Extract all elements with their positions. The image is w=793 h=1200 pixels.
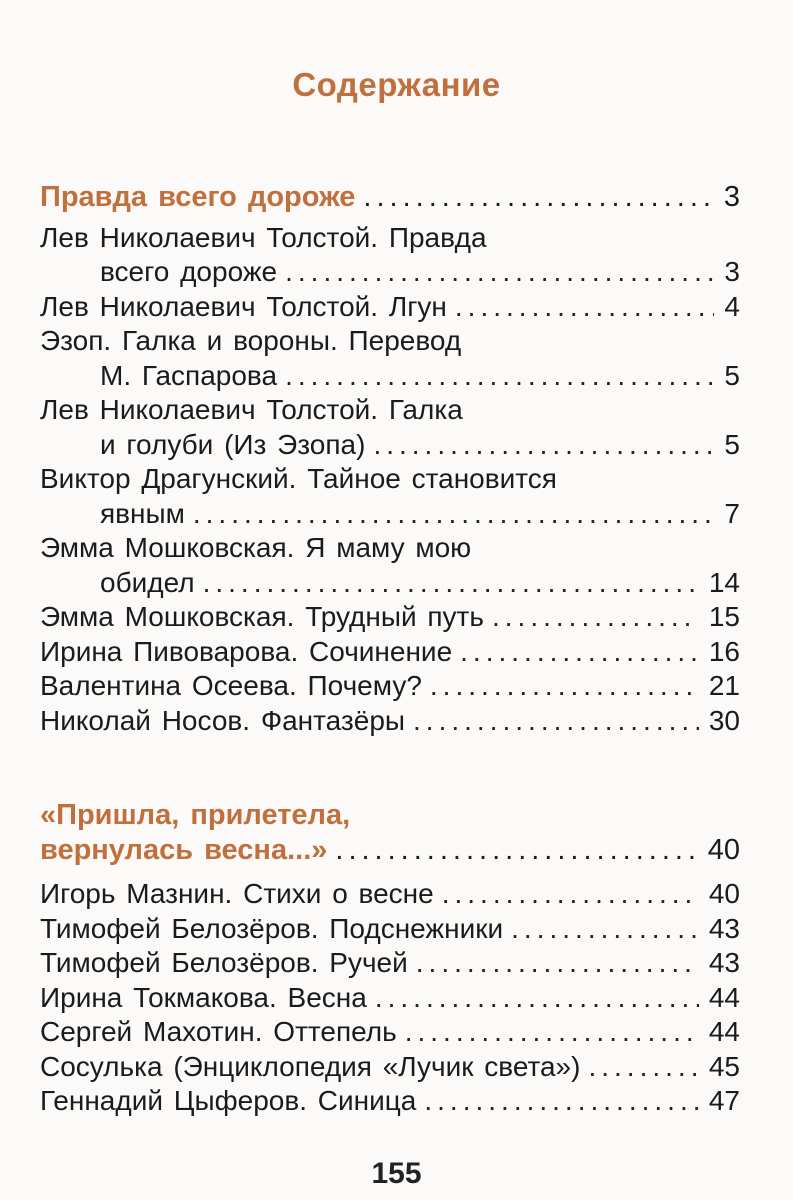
- toc-entry-page: 5: [724, 359, 740, 391]
- toc-entry-page: 45: [708, 1050, 740, 1082]
- toc-entry-label: Тимофей Белозёров. Ручей: [40, 947, 408, 978]
- dot-leader: [416, 946, 699, 981]
- dot-leader: [373, 428, 714, 463]
- section-heading-label-continued: вернулась весна...»: [40, 833, 328, 866]
- dot-leader: [455, 290, 715, 325]
- toc-entry-label-continued: всего дороже: [100, 256, 278, 287]
- dot-leader: [335, 833, 697, 868]
- toc-entry[interactable]: [40, 877, 740, 912]
- section-heading-label: Правда всего дороже: [40, 181, 356, 213]
- toc-entry-page: 7: [724, 497, 740, 529]
- toc-entry-page: 43: [708, 947, 740, 978]
- toc-entry-label-continued: и голуби (Из Эзопа): [100, 428, 366, 460]
- toc-entry[interactable]: [40, 600, 740, 635]
- dot-leader: [405, 1015, 699, 1050]
- toc-entry[interactable]: [40, 981, 740, 1016]
- toc-entry-label: Ирина Пивоварова. Сочинение: [40, 635, 453, 667]
- dot-leader: [442, 877, 699, 912]
- dot-leader: [285, 359, 714, 394]
- dot-leader: [363, 180, 713, 215]
- toc-entry[interactable]: [40, 704, 740, 739]
- toc-entry-label: Николай Носов. Фантазёры: [40, 704, 406, 736]
- toc-entry[interactable]: [40, 1015, 740, 1050]
- toc-entry-page: 16: [708, 635, 740, 667]
- dot-leader: [424, 1084, 698, 1119]
- toc-entry-page: 47: [708, 1085, 740, 1116]
- toc-entry-line[interactable]: [40, 393, 740, 428]
- dot-leader: [460, 635, 699, 670]
- section-heading-line[interactable]: [40, 798, 740, 833]
- toc-entry-label: Лев Николаевич Толстой. Правда: [40, 221, 487, 253]
- toc-entry-page: 15: [708, 601, 740, 632]
- toc-entry[interactable]: [40, 1050, 740, 1085]
- toc-entry-page: 14: [708, 566, 740, 598]
- toc-entry-label: Эмма Мошковская. Я маму мою: [40, 532, 472, 563]
- section-page-number: 3: [723, 181, 740, 213]
- dot-leader: [193, 497, 715, 532]
- toc-entry-label: Валентина Осеева. Почему?: [40, 670, 422, 701]
- toc-entry-label-continued: М. Гаспарова: [100, 359, 278, 391]
- dot-leader: [285, 255, 714, 290]
- toc-entry-page: 40: [708, 878, 740, 909]
- toc-entry-page: 21: [708, 670, 740, 701]
- toc-entry[interactable]: [40, 635, 740, 670]
- toc-entry-page: 5: [724, 428, 740, 460]
- toc-entry[interactable]: [40, 255, 740, 290]
- toc-entry-label: Ирина Токмакова. Весна: [40, 981, 367, 1013]
- toc-entry-label: Тимофей Белозёров. Подснежники: [40, 912, 504, 944]
- toc-entry-line[interactable]: [40, 531, 740, 566]
- toc-entry[interactable]: [40, 428, 740, 463]
- toc-entry-label-continued: явным: [100, 497, 185, 529]
- toc-entry-label: Сергей Махотин. Оттепель: [40, 1016, 397, 1047]
- toc-entry[interactable]: [40, 566, 740, 601]
- toc-entry[interactable]: [40, 1084, 740, 1119]
- toc-entry-label: Геннадий Цыферов. Синица: [40, 1085, 417, 1116]
- toc-entry-page: 3: [724, 256, 740, 287]
- table-of-contents: [40, 180, 740, 1119]
- toc-entry-line[interactable]: [40, 324, 740, 359]
- toc-entry-label: Эзоп. Галка и вороны. Перевод: [40, 325, 462, 356]
- toc-entry-page: 4: [724, 290, 740, 322]
- toc-entry-label-continued: обидел: [100, 566, 195, 598]
- page-number: 155: [371, 1157, 422, 1190]
- toc-entry[interactable]: [40, 359, 740, 394]
- toc-entry-label: Эмма Мошковская. Трудный путь: [40, 601, 484, 632]
- dot-leader: [203, 566, 699, 601]
- dot-leader: [588, 1050, 698, 1085]
- toc-entry-label: Игорь Мазнин. Стихи о весне: [40, 878, 434, 909]
- toc-entry-label: Сосулька (Энциклопедия «Лучик света»): [40, 1050, 581, 1082]
- dot-leader: [375, 981, 699, 1016]
- toc-entry[interactable]: [40, 669, 740, 704]
- page-title: Содержание: [292, 66, 501, 103]
- toc-entry[interactable]: [40, 946, 740, 981]
- section-heading[interactable]: [40, 180, 740, 215]
- toc-entry-page: 44: [708, 981, 740, 1013]
- toc-entry[interactable]: [40, 912, 740, 947]
- toc-entry-label: Лев Николаевич Толстой. Лгун: [40, 290, 447, 322]
- toc-entry-line[interactable]: [40, 462, 740, 497]
- dot-leader: [413, 704, 699, 739]
- toc-entry-label: Виктор Драгунский. Тайное становится: [40, 463, 557, 494]
- toc-entry[interactable]: [40, 497, 740, 532]
- toc-entry-page: 30: [708, 704, 740, 736]
- dot-leader: [492, 600, 699, 635]
- dot-leader: [511, 912, 699, 947]
- toc-entry-page: 43: [708, 912, 740, 944]
- section-heading-label: «Пришла, прилетела,: [40, 799, 351, 831]
- dot-leader: [430, 669, 699, 704]
- toc-entry[interactable]: [40, 290, 740, 325]
- toc-entry-line[interactable]: [40, 221, 740, 256]
- toc-entry-page: 44: [708, 1016, 740, 1047]
- toc-entry-label: Лев Николаевич Толстой. Галка: [40, 394, 463, 425]
- section-heading[interactable]: [40, 833, 740, 868]
- section-page-number: 40: [707, 833, 740, 866]
